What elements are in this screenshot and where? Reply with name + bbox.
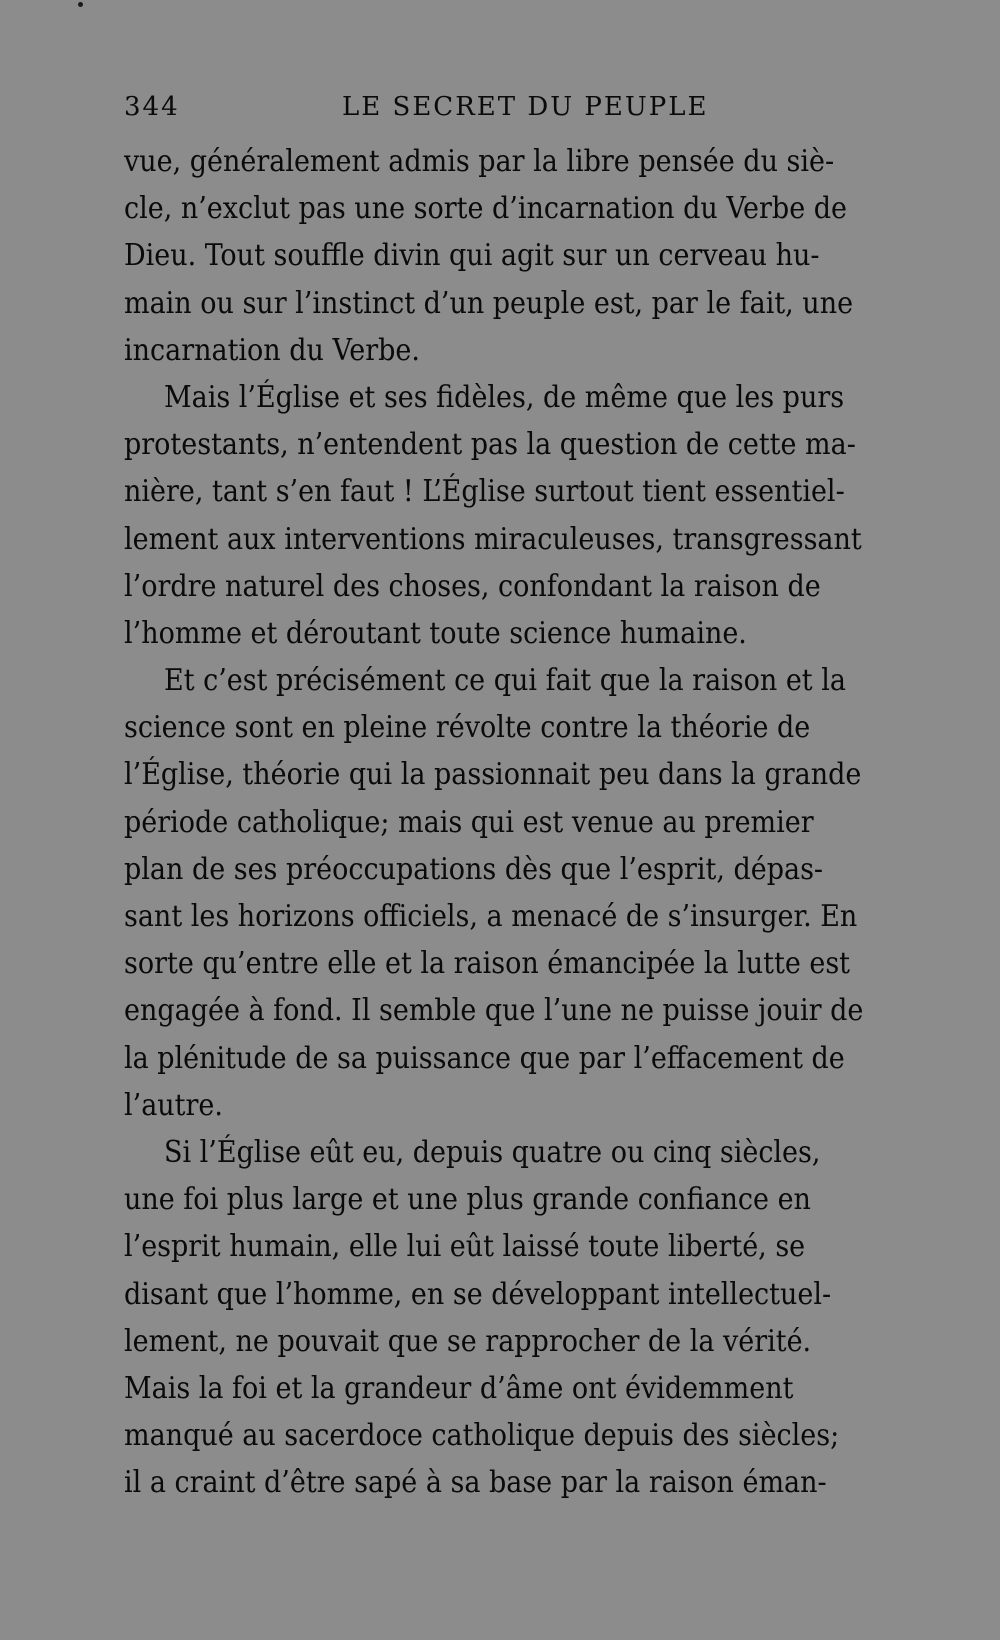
- text-line: l’ordre naturel des choses, confondant la raison de: [124, 568, 821, 604]
- text-line: Dieu. Tout souffle divin qui agit sur un cerveau hu-: [124, 238, 820, 274]
- text-line: l’homme et déroutant toute science humaine.: [124, 615, 747, 651]
- text-line: engagée à fond. Il semble que l’une ne puisse jouir de: [124, 993, 864, 1029]
- text-line: sant les horizons officiels, a menacé de s’insurger. En: [124, 899, 858, 934]
- text-line: l’esprit humain, elle lui eût laissé toute liberté, se: [124, 1229, 806, 1265]
- text-line: main ou sur l’instinct d’un peuple est, par le fait, une: [124, 285, 854, 321]
- text-line: protestants, n’entendent pas la question de cette ma-: [124, 427, 856, 463]
- text-line: Et c’est précisément ce qui fait que la raison et la: [164, 663, 846, 699]
- running-head: [124, 92, 724, 126]
- print-speck: [78, 2, 83, 7]
- body-text: [124, 138, 916, 1506]
- running-title: LE SECRET DU PEUPLE: [342, 92, 709, 122]
- text-line: cle, n’exclut pas une sorte d’incarnation du Verbe de: [124, 191, 847, 227]
- text-line: nière, tant s’en faut ! L’Église surtout tient essentiel-: [124, 474, 845, 510]
- page-number: 344: [124, 92, 180, 122]
- text-line: manqué au sacerdoce catholique depuis des siècles;: [124, 1418, 840, 1454]
- text-line: incarnation du Verbe.: [124, 332, 420, 368]
- text-line: disant que l’homme, en se développant intellectuel-: [124, 1276, 832, 1312]
- text-line: science sont en pleine révolte contre la théorie de: [124, 710, 811, 746]
- text-line: une foi plus large et une plus grande confiance en: [124, 1182, 811, 1218]
- text-line: lement aux interventions miraculeuses, transgressant: [124, 521, 862, 557]
- text-line: période catholique; mais qui est venue au premier: [124, 804, 814, 840]
- text-line: Si l’Église eût eu, depuis quatre ou cinq siècles,: [164, 1134, 821, 1170]
- text-line: lement, ne pouvait que se rapprocher de la vérité.: [124, 1323, 812, 1359]
- text-line: l’Église, théorie qui la passionnait peu dans la grande: [124, 757, 862, 793]
- text-line: plan de ses préoccupations dès que l’esprit, dépas-: [124, 851, 824, 887]
- text-line: l’autre.: [124, 1087, 223, 1123]
- text-line: il a craint d’être sapé à sa base par la raison éman-: [124, 1465, 827, 1501]
- text-line: Mais la foi et la grandeur d’âme ont évidemment: [124, 1370, 794, 1406]
- text-line: la plénitude de sa puissance que par l’effacement de: [124, 1040, 845, 1076]
- text-line: sorte qu’entre elle et la raison émancipée la lutte est: [124, 946, 851, 982]
- text-line: vue, généralement admis par la libre pensée du siè-: [124, 144, 835, 179]
- text-line: Mais l’Église et ses fidèles, de même que les purs: [164, 379, 845, 415]
